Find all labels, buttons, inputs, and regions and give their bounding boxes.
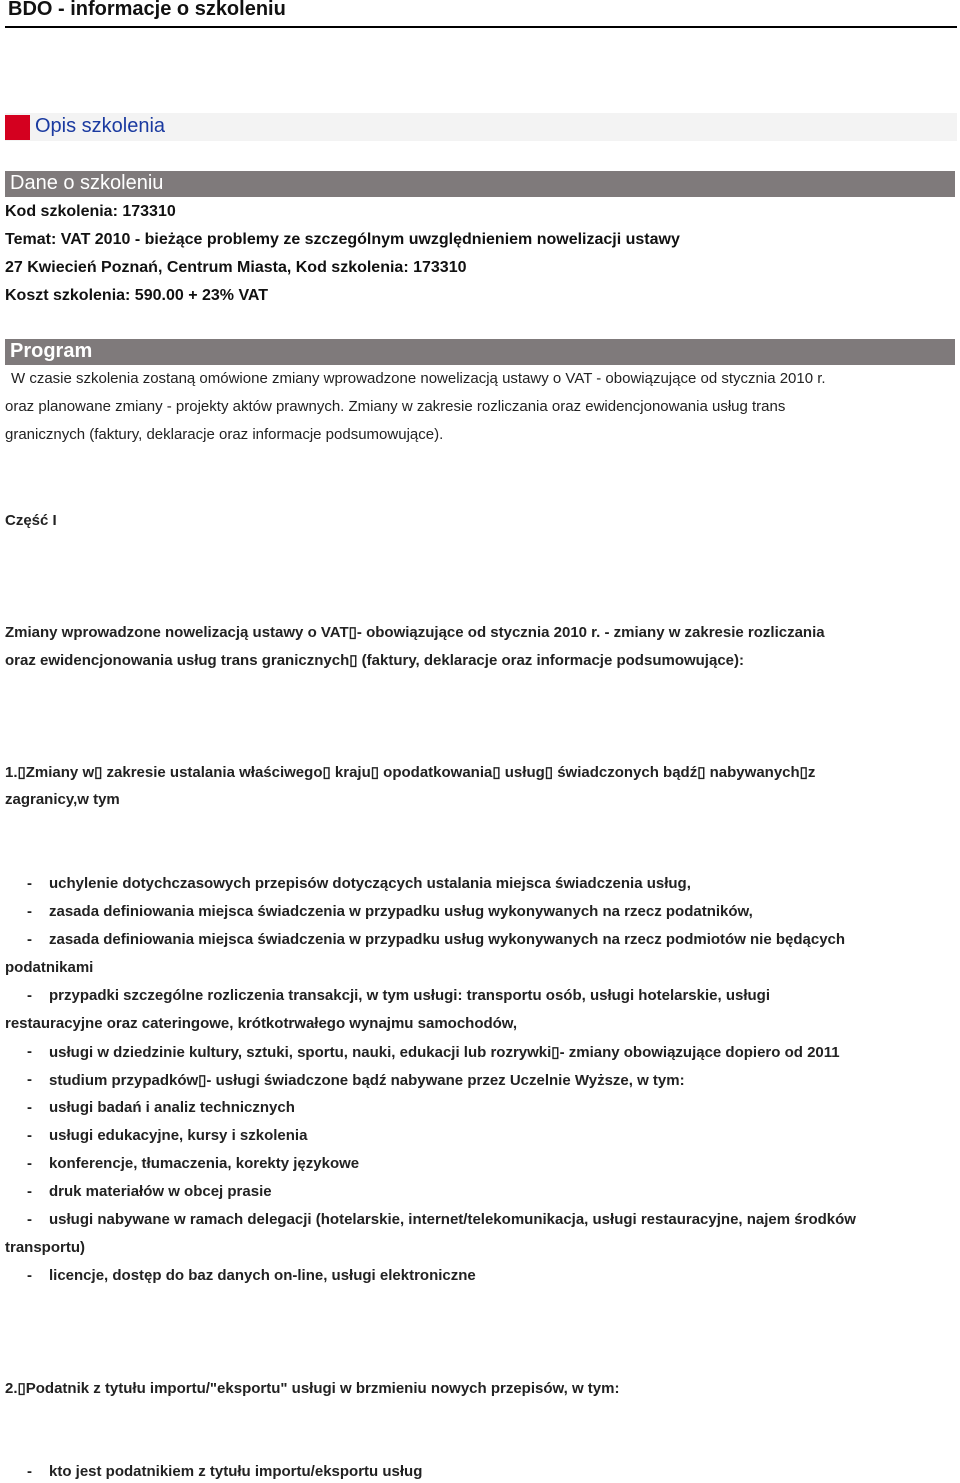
- program-header-band: [5, 339, 955, 365]
- title-divider: [5, 26, 957, 28]
- section-marker-icon: [5, 115, 30, 140]
- section-header: [5, 113, 957, 141]
- section-title: Opis szkolenia: [35, 115, 166, 137]
- point-1-line: 1.▯Zmiany w▯ zakresie ustalania właściwego▯ kraju▯ opodatkowania▯ usług▯ świadczonych bądź▯ nabywanych▯z: [5, 764, 816, 781]
- changes-heading-line: oraz ewidencjonowania usług trans granicznych▯ (faktury, deklaracje oraz informacje podsumowujące):: [5, 652, 744, 669]
- program-intro-line: W czasie szkolenia zostaną omówione zmiany wprowadzone nowelizacją ustawy o VAT - obowiązujące od stycznia 2010 r.: [11, 370, 826, 387]
- list-item-text: kto jest podatnikiem z tytułu importu/eksportu usług: [49, 1463, 423, 1480]
- point-1-line: zagranicy,w tym: [5, 791, 120, 808]
- bullet-dash: -: [27, 987, 32, 1004]
- bullet-dash: -: [27, 1211, 32, 1228]
- page-title: BDO - informacje o szkoleniu: [8, 0, 286, 20]
- course-cost: Koszt szkolenia: 590.00 + 23% VAT: [5, 287, 269, 304]
- program-intro-line: oraz planowane zmiany - projekty aktów prawnych. Zmiany w zakresie rozliczania oraz ewidencjonowania usług trans: [5, 398, 786, 415]
- list-item-text: zasada definiowania miejsca świadczenia w przypadku usług wykonywanych na rzecz podmiotów nie będących: [49, 931, 846, 948]
- bullet-dash: -: [27, 1155, 32, 1172]
- bullet-dash: -: [27, 1183, 32, 1200]
- bullet-dash: -: [27, 1127, 32, 1144]
- list-item-continuation: transportu): [5, 1239, 85, 1256]
- list-item-text: uchylenie dotychczasowych przepisów dotyczących ustalania miejsca świadczenia usług,: [49, 875, 691, 892]
- bullet-dash: -: [27, 1267, 32, 1284]
- bullet-dash: -: [27, 1099, 32, 1116]
- program-heading: Program: [10, 340, 93, 362]
- part-heading: Część I: [5, 512, 57, 529]
- list-item-text: usługi badań i analiz technicznych: [49, 1099, 295, 1116]
- list-item-text: usługi edukacyjne, kursy i szkolenia: [49, 1127, 308, 1144]
- dane-header-band: [5, 171, 955, 197]
- dane-heading: Dane o szkoleniu: [10, 172, 164, 194]
- bullet-dash: -: [27, 931, 32, 948]
- bullet-dash: -: [27, 1071, 32, 1088]
- bullet-dash: -: [27, 875, 32, 892]
- bullet-dash: -: [27, 1463, 32, 1480]
- list-item-text: zasada definiowania miejsca świadczenia w przypadku usług wykonywanych na rzecz podatników,: [49, 903, 753, 920]
- list-item-text: konferencje, tłumaczenia, korekty językowe: [49, 1155, 360, 1172]
- bullet-dash: -: [27, 1043, 32, 1060]
- list-item-continuation: restauracyjne oraz cateringowe, krótkotrwałego wynajmu samochodów,: [5, 1015, 518, 1032]
- list-item-text: licencje, dostęp do baz danych on-line, usługi elektroniczne: [49, 1267, 476, 1284]
- course-topic: Temat: VAT 2010 - bieżące problemy ze szczególnym uwzględnieniem nowelizacji ustawy: [5, 231, 680, 248]
- course-date-place: 27 Kwiecień Poznań, Centrum Miasta, Kod szkolenia: 173310: [5, 259, 467, 276]
- list-item-text: druk materiałów w obcej prasie: [49, 1183, 272, 1200]
- program-intro-line: granicznych (faktury, deklaracje oraz informacje podsumowujące).: [5, 426, 444, 443]
- list-item-text: usługi nabywane w ramach delegacji (hotelarskie, internet/telekomunikacja, usługi restauracyjne, najem środków: [49, 1211, 856, 1228]
- list-item-text: usługi w dziedzinie kultury, sztuki, sportu, nauki, edukacji lub rozrywki▯- zmiany obowiązujące dopiero od 2011: [49, 1044, 840, 1061]
- list-item-text: przypadki szczególne rozliczenia transakcji, w tym usługi: transportu osób, usługi hotelarskie, usługi: [49, 987, 770, 1004]
- list-item-text: studium przypadków▯- usługi świadczone bądź nabywane przez Uczelnie Wyższe, w tym:: [49, 1072, 685, 1089]
- changes-heading-line: Zmiany wprowadzone nowelizacją ustawy o VAT▯- obowiązujące od stycznia 2010 r. - zmiany w zakresie rozliczania: [5, 624, 825, 641]
- point-2-line: 2.▯Podatnik z tytułu importu/"eksportu" usługi w brzmieniu nowych przepisów, w tym:: [5, 1380, 620, 1397]
- bullet-dash: -: [27, 903, 32, 920]
- course-code: Kod szkolenia: 173310: [5, 203, 176, 220]
- list-item-continuation: podatnikami: [5, 959, 94, 976]
